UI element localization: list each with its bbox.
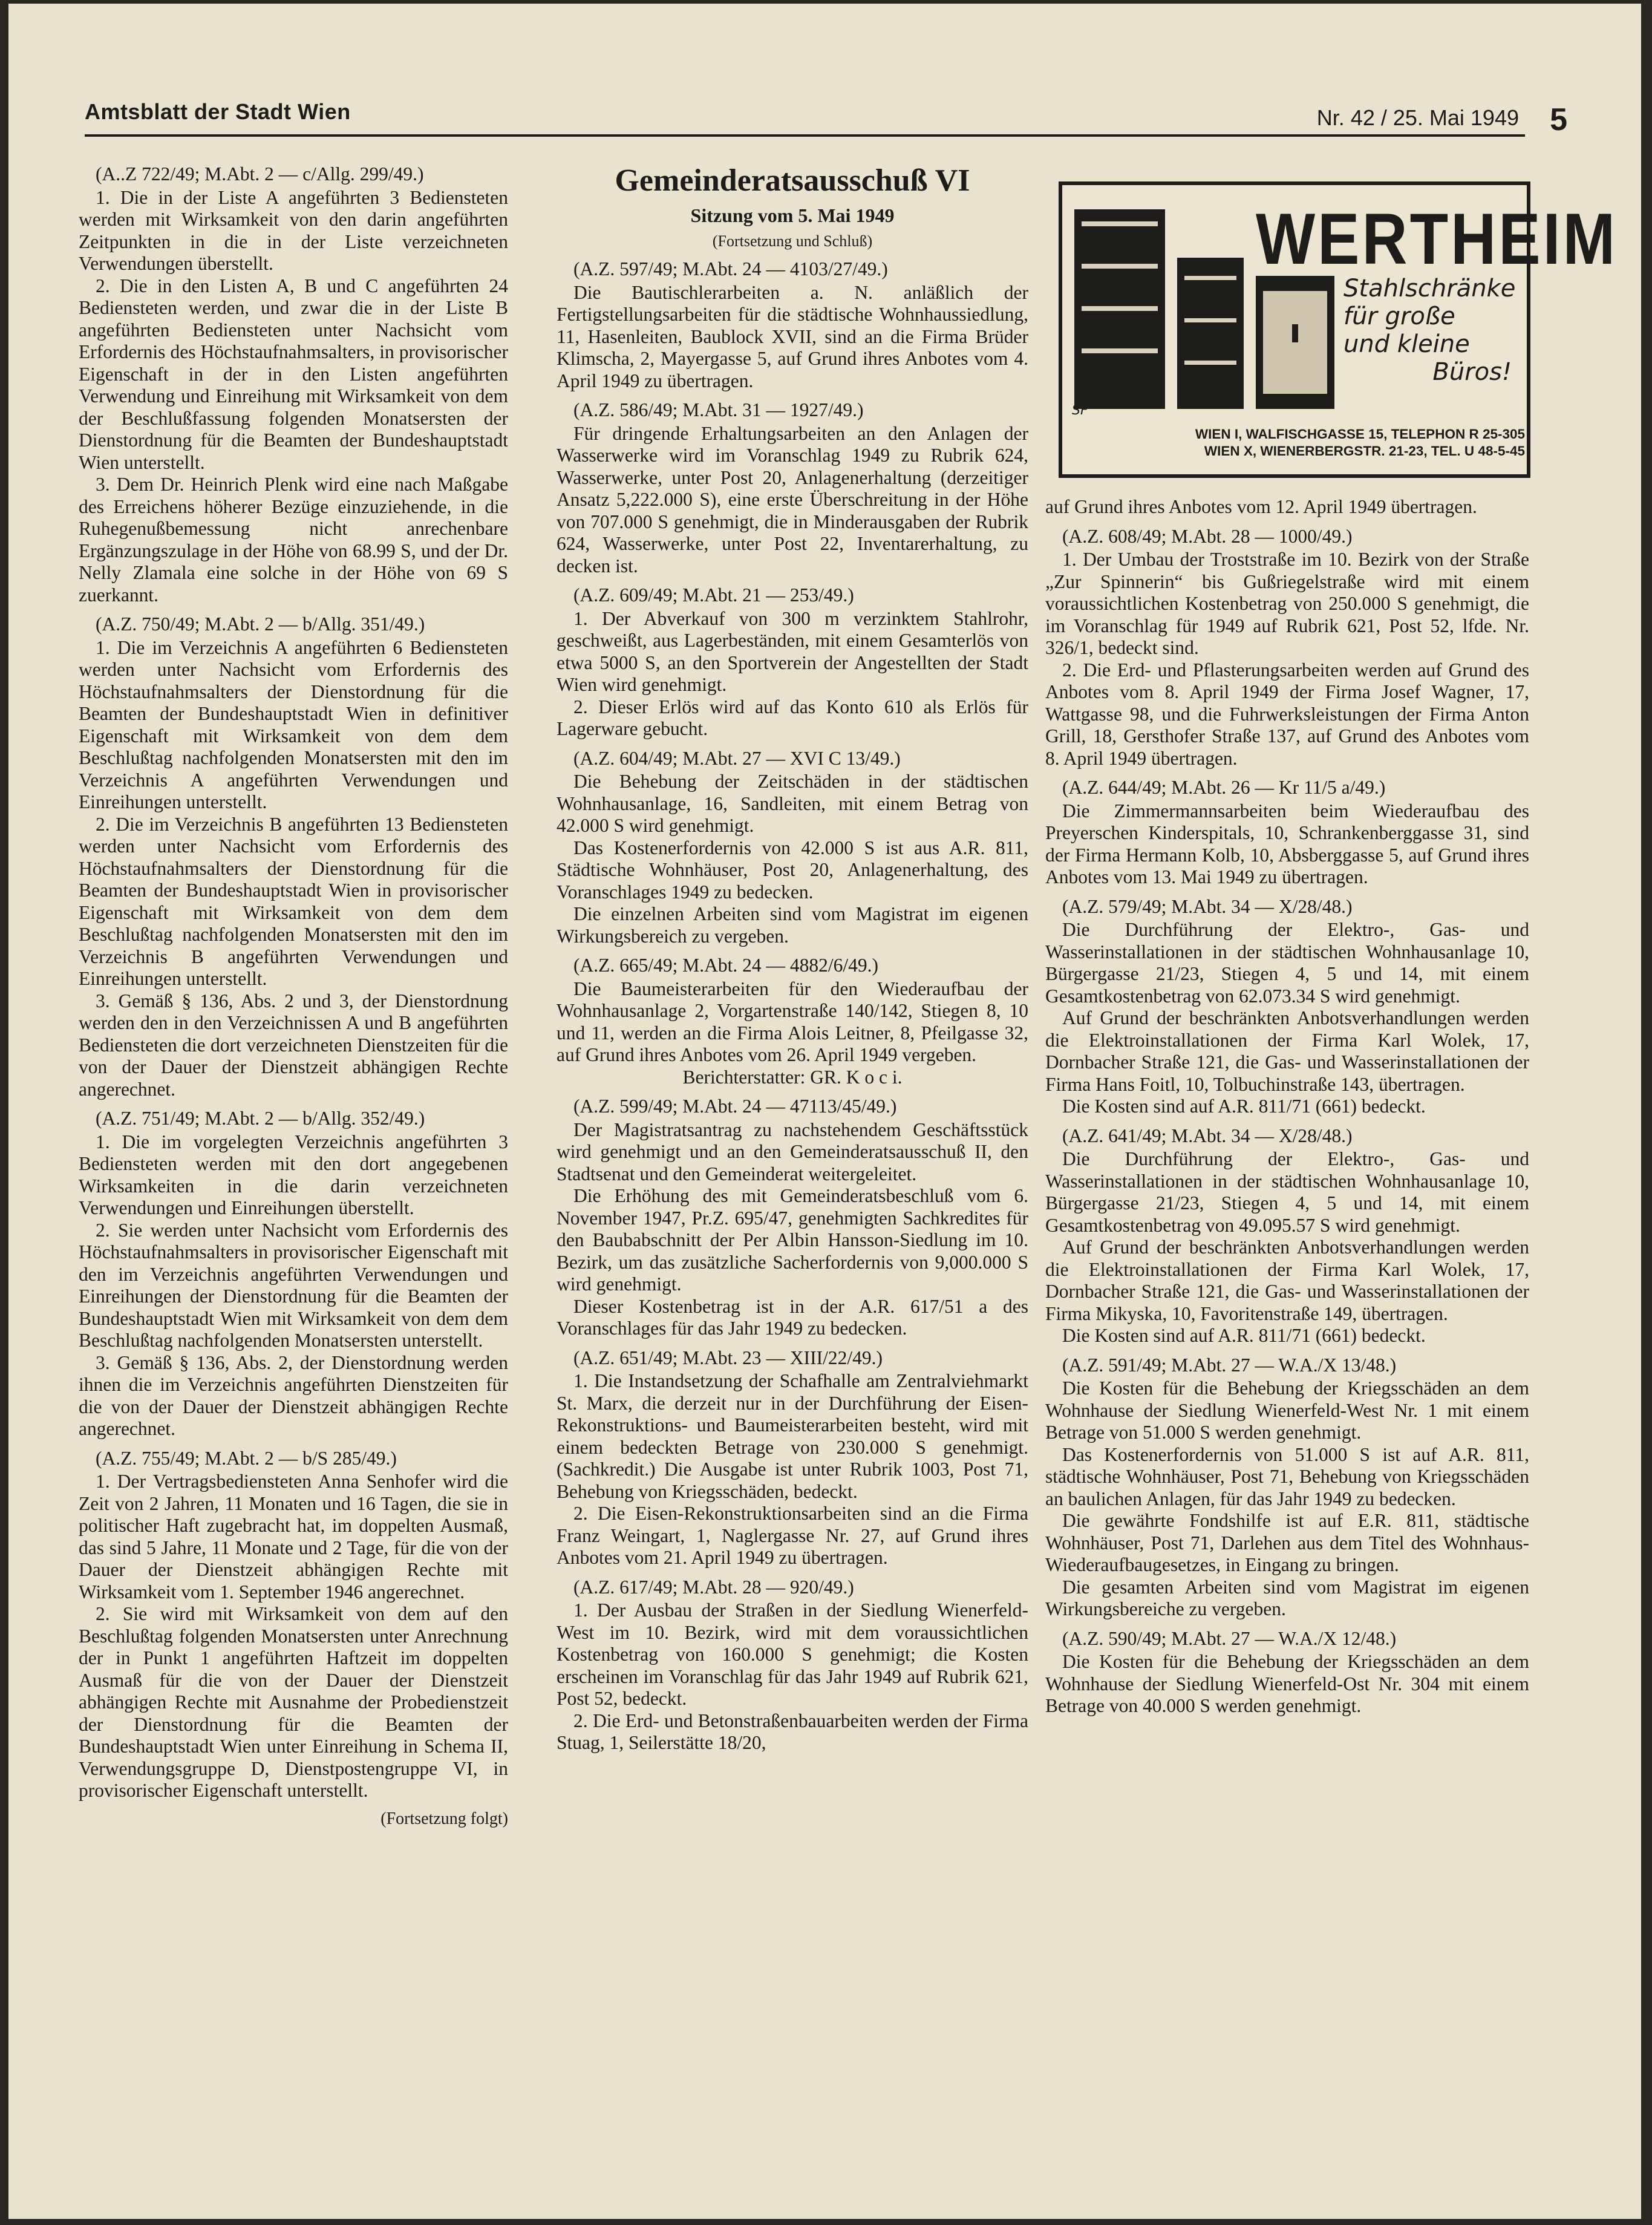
section-note: (Fortsetzung und Schluß): [712, 232, 873, 250]
paragraph: Der Magistratsantrag zu nachstehendem Geschäftsstück wird genehmigt und an den Gemeinderatsausschuß II, den Stadtsenat und den Gemeinderat weitergeleitet.: [557, 1119, 1028, 1184]
rapporteur-line: Berichterstatter: GR. K o c i.: [682, 1066, 903, 1088]
paragraph: 3. Gemäß § 136, Abs. 2 und 3, der Dienstordnung werden den in den Verzeichnissen A und B angeführten Bediensteten die dort verzeichneten Dienstzeiten für die von der Dauer der Dienstzeit abhängigen Rechte angerechnet.: [79, 990, 508, 1100]
file-reference: (A.Z. 651/49; M.Abt. 23 — XIII/22/49.): [573, 1347, 883, 1368]
paragraph: Für dringende Erhaltungsarbeiten an den Anlagen der Wasserwerke wird im Voranschlag 1949 zu Rubrik 624, Wasserwerke, unter Post 20, Anlagenerhaltung (derzeitiger Ansatz 5,222.000 S), eine erste Überschreitung in der Höhe von 707.000 S genehmigt, die in Minderausgaben der Rubrik 624, Wasserwerke, unter Post 22, Inventarerhaltung, zu decken ist.: [557, 422, 1028, 577]
paragraph: 1. Die im Verzeichnis A angeführten 6 Bediensteten werden unter Nachsicht vom Erfordernis des Höchstaufnahmsalters der Dienstordnung für die Beamten der Bundeshauptstadt Wien in definitiver Eigenschaft mit Wirksamkeit von dem dem Beschlußtag nachfolgenden Monatsersten mit den im Verzeichnis A angeführten Verwendungen und Einreihungen unterstellt.: [79, 636, 508, 812]
file-reference: (A.Z. 579/49; M.Abt. 34 — X/28/48.): [1062, 895, 1353, 917]
paragraph: Die Bautischlerarbeiten a. N. anläßlich der Fertigstellungsarbeiten für die städtische Wohnhaussiedlung, 11, Hasenleiten, Baublock XVII, sind an die Firma Brüder Klimscha, 2, Mayergasse 5, auf Grund ihres Anbotes vom 4. April 1949 zu übertragen.: [557, 281, 1028, 391]
column-middle-body: [557, 258, 1028, 1754]
paragraph: 3. Gemäß § 136, Abs. 2, der Dienstordnung werden ihnen die im Verzeichnis angeführten Dienstzeiten für die von der Dauer der Dienstzeit abhängigen Rechte angerechnet.: [79, 1351, 508, 1439]
ad-address-line: WIEN X, WIENERBERGSTR. 21-23, TEL. U 48-5-45: [1204, 443, 1525, 459]
continued-paragraph: auf Grund ihres Anbotes vom 12. April 1949 übertragen.: [1045, 496, 1477, 517]
ad-slogan-line: für große: [1343, 302, 1455, 330]
paragraph: Die Baumeisterarbeiten für den Wiederaufbau der Wohnhausanlage 2, Vorgartenstraße 140/142, Stiegen 8, 10 und 11, werden an die Firma Alois Leitner, 8, Pfeilgasse 32, auf Grund ihres Anbotes vom 26. April 1949 vergeben.: [557, 978, 1028, 1065]
file-reference: (A.Z. 586/49; M.Abt. 31 — 1927/49.): [573, 399, 864, 420]
paragraph: 2. Die in den Listen A, B und C angeführten 24 Bediensteten werden, und zwar die in der Liste B angeführten Bediensteten unter Nachsicht vom Erfordernis des Höchstaufnahmsalters, in provisorischer Eigenschaft in der in den Listen angeführten Verwendung und Einreihung mit Wirksamkeit von dem der Beschlußfassung folgenden Monatsersten der Dienstordnung für die Beamten der Bundeshauptstadt Wien unterstellt.: [79, 275, 508, 473]
page-number: 5: [1550, 102, 1567, 137]
paragraph: 2. Die Eisen-Rekonstruktionsarbeiten sind an die Firma Franz Weingart, 1, Naglergasse Nr. 27, auf Grund ihres Anbotes vom 21. April 1949 zu übertragen.: [557, 1503, 1028, 1568]
paragraph: 3. Dem Dr. Heinrich Plenk wird eine nach Maßgabe des Erreichens höherer Bezüge einzuziehende, in die Ruhegenußbemessung nicht anrechenbare Ergänzungszulage in der Höhe von 68.99 S, und der Dr. Nelly Zlamala eine solche in der Höhe von 69 S zuerkannt.: [79, 474, 508, 606]
file-reference: (A.Z. 644/49; M.Abt. 26 — Kr 11/5 a/49.): [1062, 777, 1386, 798]
paragraph: 1. Der Ausbau der Straßen in der Siedlung Wienerfeld-West im 10. Bezirk, wird mit dem voraussichtlichen Kostenbetrag von 160.000 S genehmigt; die Kosten erscheinen im Voranschlag für das Jahr 1949 auf Rubrik 621, Post 52, bedeckt.: [557, 1599, 1028, 1709]
wertheim-advertisement: [1059, 181, 1618, 478]
paragraph: Die Kosten sind auf A.R. 811/71 (661) bedeckt.: [1062, 1325, 1426, 1346]
paragraph: Auf Grund der beschränkten Anbotsverhandlungen werden die Elektroinstallationen der Firma Karl Wolek, 17, Dornbacher Straße 121, die Gas- und Wasserinstallationen der Firma Hans Foitl, 10, Tolbuchinstraße 143, übertragen.: [1045, 1007, 1529, 1095]
file-reference: (A.Z. 750/49; M.Abt. 2 — b/Allg. 351/49.): [96, 613, 425, 635]
paragraph: Dieser Kostenbetrag ist in der A.R. 617/51 a des Voranschlages für das Jahr 1949 zu bedecken.: [557, 1295, 1028, 1339]
file-reference: (A.Z. 604/49; M.Abt. 27 — XVI C 13/49.): [573, 747, 901, 769]
paragraph: 2. Die Erd- und Pflasterungsarbeiten werden auf Grund des Anbotes vom 8. April 1949 der Firma Josef Wagner, 17, Wattgasse 98, und die Fuhrwerksleistungen der Firma Anton Grill, 18, Gersthofer Straße 137, auf Grund des Anbotes vom 8. April 1949 übertragen.: [1045, 659, 1529, 769]
paragraph: Die einzelnen Arbeiten sind vom Magistrat im eigenen Wirkungsbereich zu vergeben.: [557, 903, 1028, 947]
paragraph: Die gesamten Arbeiten sind vom Magistrat im eigenen Wirkungsbereiche zu vergeben.: [1045, 1576, 1529, 1619]
file-reference: (A.Z. 597/49; M.Abt. 24 — 4103/27/49.): [573, 258, 888, 279]
ad-address: [1144, 426, 1525, 460]
publication-title: Amtsblatt der Stadt Wien: [85, 99, 351, 124]
page-header: [85, 97, 1567, 139]
paragraph: Das Kostenerfordernis von 51.000 S ist auf A.R. 811, städtische Wohnhäuser, Post 71, Behebung von Kriegsschäden an baulichen Anlagen, für das Jahr 1949 zu bedecken.: [1045, 1443, 1529, 1509]
section-title: Gemeinderatsausschuß VI: [615, 163, 970, 198]
paragraph: 1. Der Umbau der Troststraße im 10. Bezirk von der Straße „Zur Spinnerin“ bis Gußriegelstraße wird mit einem voraussichtlichen Kostenbetrag von 250.000 S genehmigt, die im Voranschlag für 1949 auf Rubrik 621, Post 52, lfde. Nr. 326/1, bedeckt sind.: [1045, 549, 1529, 658]
ad-slogan-line: Büros!: [1432, 358, 1512, 386]
ad-slogan: [1343, 275, 1525, 386]
file-reference: (A.Z. 755/49; M.Abt. 2 — b/S 285/49.): [96, 1447, 397, 1469]
paragraph: 2. Die Erd- und Betonstraßenbauarbeiten werden der Firma Stuag, 1, Seilerstätte 18/20,: [557, 1710, 1028, 1753]
paragraph: 2. Sie wird mit Wirksamkeit von dem auf den Beschlußtag folgenden Monatsersten unter Anrechnung der in Punkt 1 angeführten Haftzeit im doppelten Ausmaß für die von der Dauer der Dienstzeit abhängigen Rechte mit Ausnahme der Probedienstzeit der Dienstordnung für die Beamten der Bundeshauptstadt Wien unter Einreihung in Schema II, Verwendungsgruppe D, Dienstpostengruppe VI, in provisorischer Eigenschaft unterstellt.: [79, 1603, 508, 1801]
paragraph: Die Kosten für die Behebung der Kriegsschäden an dem Wohnhause der Siedlung Wienerfeld-Ost Nr. 304 mit einem Betrage von 40.000 S werden genehmigt.: [1045, 1651, 1529, 1716]
paragraph: 2. Die im Verzeichnis B angeführten 13 Bediensteten werden unter Nachsicht vom Erfordernis des Höchstaufnahmsalters der Dienstordnung für die Beamten der Bundeshauptstadt Wien in provisorischer Eigenschaft mit Wirksamkeit von dem dem Beschlußtag nachfolgenden Monatsersten mit den im Verzeichnis B angeführten Verwendungen und Einreihungen unterstellt.: [79, 813, 508, 989]
ad-slogan-line: und kleine: [1343, 330, 1470, 358]
paragraph: 1. Der Abverkauf von 300 m verzinktem Stahlrohr, geschweißt, aus Lagerbeständen, mit einem Gesamterlös von etwa 5000 S, an den Sportverein der Angestellten der Stadt Wien wird genehmigt.: [557, 607, 1028, 695]
file-reference: (A.Z. 591/49; M.Abt. 27 — W.A./X 13/48.): [1062, 1354, 1397, 1376]
file-reference: (A.Z. 641/49; M.Abt. 34 — X/28/48.): [1062, 1125, 1353, 1146]
paragraph: Die Durchführung der Elektro-, Gas- und Wasserinstallationen in der städtischen Wohnhausanlage 10, Bürgergasse 21/23, Stiegen 4, 5 und 14, mit einem Gesamtkostenbetrag von 49.095.57 S wird genehmigt.: [1045, 1148, 1529, 1236]
header-rule: [85, 134, 1525, 137]
ad-slogan-line: Stahlschränke: [1343, 275, 1516, 302]
paragraph: Die Behebung der Zeitschäden in der städtischen Wohnhausanlage, 16, Sandleiten, mit einem Betrag von 42.000 S wird genehmigt.: [557, 771, 1028, 836]
file-reference: (A.Z. 608/49; M.Abt. 28 — 1000/49.): [1062, 525, 1353, 547]
file-reference: (A..Z 722/49; M.Abt. 2 — c/Allg. 299/49.): [96, 163, 424, 185]
paragraph: Die Kosten sind auf A.R. 811/71 (661) bedeckt.: [1062, 1096, 1426, 1117]
paragraph: 2. Sie werden unter Nachsicht vom Erfordernis des Höchstaufnahmsalters in provisorischer Eigenschaft mit den im Verzeichnis angeführten Verwendungen und Einreihungen der Dienstordnung für die Beamten der Bundeshauptstadt Wien mit Wirksamkeit von dem dem Beschlußtag nachfolgenden Monatsersten unterstellt.: [79, 1219, 508, 1351]
paragraph: Die Kosten für die Behebung der Kriegsschäden an dem Wohnhause der Siedlung Wienerfeld-West Nr. 1 mit einem Betrage von 51.000 S werden genehmigt.: [1045, 1377, 1529, 1443]
paragraph: Die Durchführung der Elektro-, Gas- und Wasserinstallationen in der städtischen Wohnhausanlage 10, Bürgergasse 21/23, Stiegen 4, 5 und 14, mit einem Gesamtkostenbetrag von 62.073.34 S wird genehmigt.: [1045, 919, 1529, 1007]
file-reference: (A.Z. 609/49; M.Abt. 21 — 253/49.): [573, 584, 854, 606]
paragraph: 1. Die im vorgelegten Verzeichnis angeführten 3 Bediensteten werden mit den dort angegebenen Wirksamkeiten in die darin verzeichneten Verwendungen und Einreihungen überstellt.: [79, 1131, 508, 1218]
paragraph: Die Zimmermannsarbeiten beim Wiederaufbau des Preyerschen Kinderspitals, 10, Schrankenberggasse 31, sind der Firma Hermann Kolb, 10, Absberggasse 5, auf Grund ihres Anbotes vom 13. Mai 1949 zu übertragen.: [1045, 800, 1529, 887]
file-reference: (A.Z. 617/49; M.Abt. 28 — 920/49.): [573, 1576, 854, 1598]
paragraph: Die Erhöhung des mit Gemeinderatsbeschluß vom 6. November 1947, Pr.Z. 695/47, genehmigten Sachkredites für den Baubabschnitt der Per Albin Hansson-Siedlung im 10. Bezirk, um das zusätzliche Sacherfordernis von 9,000.000 S wird genehmigt.: [557, 1185, 1028, 1295]
column-middle: [557, 163, 1028, 1754]
paragraph: 2. Dieser Erlös wird auf das Konto 610 als Erlös für Lagerware gebucht.: [557, 696, 1028, 739]
paragraph: 1. Die in der Liste A angeführten 3 Bediensteten werden mit Wirksamkeit von den darin angeführten Zeitpunkten in die in der Liste verzeichneten Verwendungen überstellt.: [79, 186, 508, 274]
column-right: [1045, 496, 1529, 1717]
paragraph: Das Kostenerfordernis von 42.000 S ist aus A.R. 811, Städtische Wohnhäuser, Post 20, Anlagenerhaltung, des Voranschlages 1949 zu bedecken.: [557, 837, 1028, 903]
file-reference: (A.Z. 590/49; M.Abt. 27 — W.A./X 12/48.): [1062, 1627, 1397, 1649]
continuation-note: (Fortsetzung folgt): [380, 1809, 508, 1828]
section-subtitle: Sitzung vom 5. Mai 1949: [690, 204, 895, 226]
paragraph: 1. Der Vertragsbediensteten Anna Senhofer wird die Zeit von 2 Jahren, 11 Monaten und 16 Tagen, die sie in politischer Haft zugebracht hat, im doppelten Ausmaß, das sind 5 Jahre, 11 Monate und 2 Tage, für die von der Dauer der Dienstzeit abhängigen Rechte mit Wirksamkeit vom 1. September 1946 angerechnet.: [79, 1471, 508, 1603]
file-reference: (A.Z. 599/49; M.Abt. 24 — 47113/45/49.): [573, 1096, 897, 1117]
column-left: [79, 163, 508, 1830]
paragraph: Die gewährte Fondshilfe ist auf E.R. 811, städtische Wohnhäuser, Post 71, Darlehen aus dem Titel des Wohnhaus-Wiederaufbaugesetzes, in Eingang zu bringen.: [1045, 1510, 1529, 1575]
paragraph: Auf Grund der beschränkten Anbotsverhandlungen werden die Elektroinstallationen der Firma Karl Wolek, 17, Dornbacher Straße 121, die Gas- und Wasserinstallationen der Firma Mikyska, 10, Favoritenstraße 149, übertragen.: [1045, 1237, 1529, 1324]
ad-brand-name: WERTHEIM: [1256, 199, 1618, 280]
paragraph: 1. Die Instandsetzung der Schafhalle am Zentralviehmarkt St. Marx, die derzeit nur in der Durchführung der Eisen-Rekonstruktions- und Baumeisterarbeiten besteht, wird mit einem bedeckten Betrage von 230.000 S genehmigt. (Sachkredit.) Die Ausgabe ist unter Rubrik 1003, Post 71, Behebung von Kriegsschäden, bedeckt.: [557, 1370, 1028, 1502]
ad-artist-signature: SF: [1072, 403, 1088, 418]
issue-date: Nr. 42 / 25. Mai 1949: [1316, 105, 1519, 130]
ad-address-line: WIEN I, WALFISCHGASSE 15, TELEPHON R 25-305: [1195, 426, 1525, 442]
file-reference: (A.Z. 665/49; M.Abt. 24 — 4882/6/49.): [573, 955, 878, 976]
file-reference: (A.Z. 751/49; M.Abt. 2 — b/Allg. 352/49.): [96, 1108, 425, 1129]
